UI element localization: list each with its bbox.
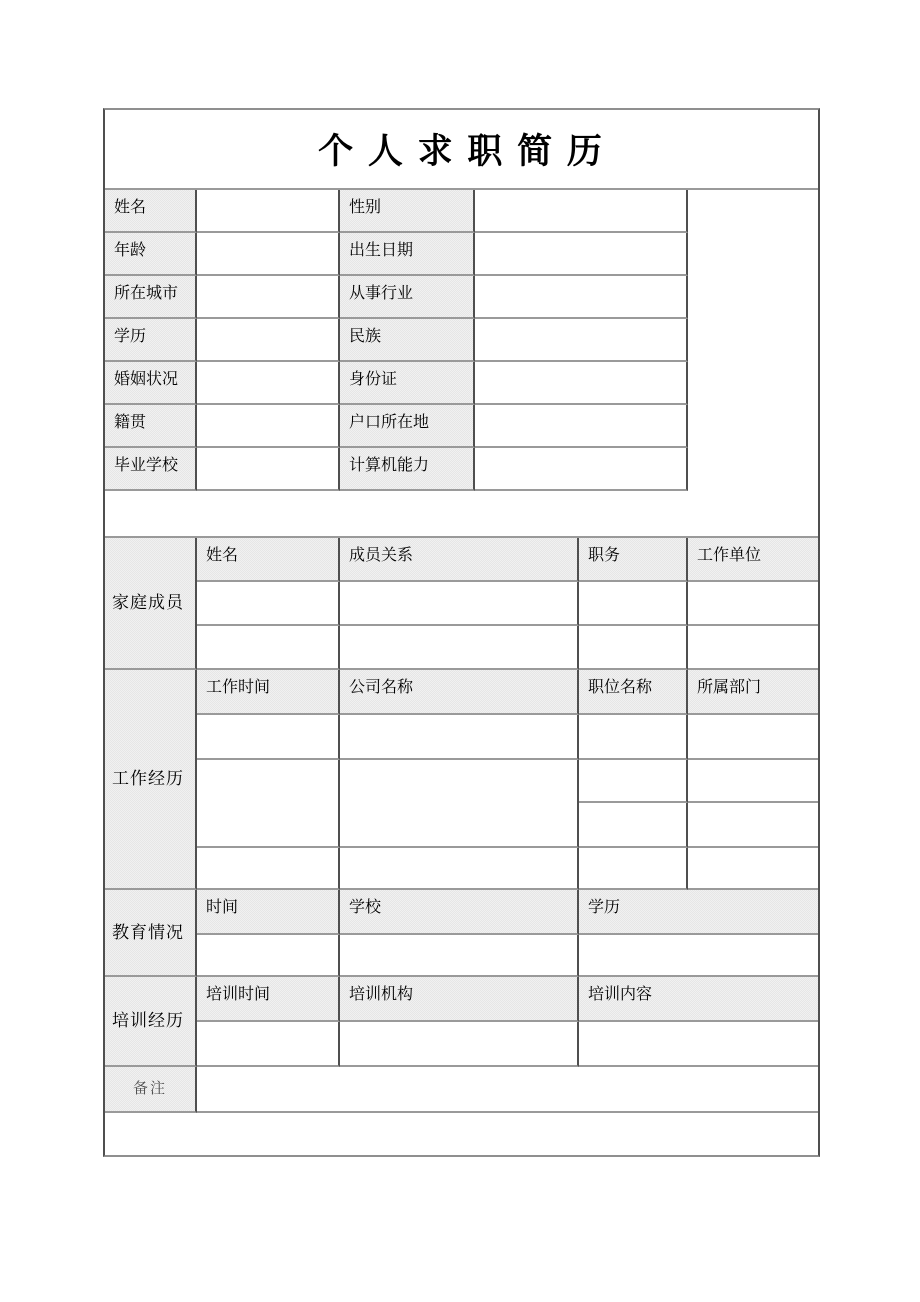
training-row1-institution[interactable] [340,1022,579,1067]
education-row1-school[interactable] [340,935,579,977]
work-row1-time[interactable] [197,715,340,760]
work-row2-company[interactable] [340,760,579,848]
info-value-industry[interactable] [475,276,688,319]
education-section [105,890,818,977]
family-row2-name[interactable] [197,626,340,670]
family-section-label: 家庭成员 [105,538,197,670]
training-header-time: 培训时间 [197,977,340,1022]
family-row2-workunit[interactable] [688,626,818,670]
work-row2b-position[interactable] [579,803,688,848]
info-label-id-card: 身份证 [340,362,475,405]
info-label-school: 毕业学校 [105,448,197,491]
work-row1-position[interactable] [579,715,688,760]
remarks-value[interactable] [197,1067,818,1113]
family-header-relationship: 成员关系 [340,538,579,582]
info-label-industry: 从事行业 [340,276,475,319]
info-value-name[interactable] [197,190,340,233]
info-label-marital-status: 婚姻状况 [105,362,197,405]
title-row [105,110,818,190]
info-value-household[interactable] [475,405,688,448]
remarks-label: 备注 [105,1067,197,1113]
work-row1-department[interactable] [688,715,818,760]
info-label-gender: 性别 [340,190,475,233]
work-header-time: 工作时间 [197,670,340,715]
info-label-age: 年龄 [105,233,197,276]
info-label-ethnicity: 民族 [340,319,475,362]
info-value-computer-skills[interactable] [475,448,688,491]
family-header-position: 职务 [579,538,688,582]
page-title: 个 人 求 职 简 历 [318,132,605,171]
family-row1-position[interactable] [579,582,688,626]
education-section-label: 教育情况 [105,890,197,977]
info-value-marital-status[interactable] [197,362,340,405]
education-header-school: 学校 [340,890,579,935]
info-label-city: 所在城市 [105,276,197,319]
info-label-birthdate: 出生日期 [340,233,475,276]
family-header-workunit: 工作单位 [688,538,818,582]
family-row1-name[interactable] [197,582,340,626]
work-header-company: 公司名称 [340,670,579,715]
remarks-section [105,1067,818,1113]
info-label-household: 户口所在地 [340,405,475,448]
training-section [105,977,818,1067]
photo-cell[interactable] [688,190,818,491]
family-section [105,538,818,670]
info-label-computer-skills: 计算机能力 [340,448,475,491]
training-row1-content[interactable] [579,1022,818,1067]
work-section [105,670,818,890]
work-row2a-position[interactable] [579,760,688,803]
family-row2-relationship[interactable] [340,626,579,670]
info-value-education[interactable] [197,319,340,362]
info-label-name: 姓名 [105,190,197,233]
work-header-department: 所属部门 [688,670,818,715]
work-row3-time[interactable] [197,848,340,890]
work-section-label: 工作经历 [105,670,197,890]
training-header-content: 培训内容 [579,977,818,1022]
education-row1-time[interactable] [197,935,340,977]
family-header-name: 姓名 [197,538,340,582]
info-label-native-place: 籍贯 [105,405,197,448]
education-row1-degree[interactable] [579,935,818,977]
family-row1-relationship[interactable] [340,582,579,626]
info-value-id-card[interactable] [475,362,688,405]
info-value-city[interactable] [197,276,340,319]
info-label-education: 学历 [105,319,197,362]
work-row1-company[interactable] [340,715,579,760]
info-value-school[interactable] [197,448,340,491]
education-header-time: 时间 [197,890,340,935]
info-value-birthdate[interactable] [475,233,688,276]
work-row2a-department[interactable] [688,760,818,803]
personal-info-section [105,190,818,491]
work-row3-department[interactable] [688,848,818,890]
training-row1-time[interactable] [197,1022,340,1067]
education-header-degree: 学历 [579,890,818,935]
work-row3-position[interactable] [579,848,688,890]
work-row2b-department[interactable] [688,803,818,848]
info-value-native-place[interactable] [197,405,340,448]
family-row2-position[interactable] [579,626,688,670]
spacer-row [105,491,818,538]
work-row3-company[interactable] [340,848,579,890]
info-value-ethnicity[interactable] [475,319,688,362]
work-row2-time[interactable] [197,760,340,848]
resume-form [103,108,820,1157]
training-section-label: 培训经历 [105,977,197,1067]
family-row1-workunit[interactable] [688,582,818,626]
final-empty-row [105,1113,818,1155]
info-value-gender[interactable] [475,190,688,233]
work-header-position: 职位名称 [579,670,688,715]
info-value-age[interactable] [197,233,340,276]
training-header-institution: 培训机构 [340,977,579,1022]
